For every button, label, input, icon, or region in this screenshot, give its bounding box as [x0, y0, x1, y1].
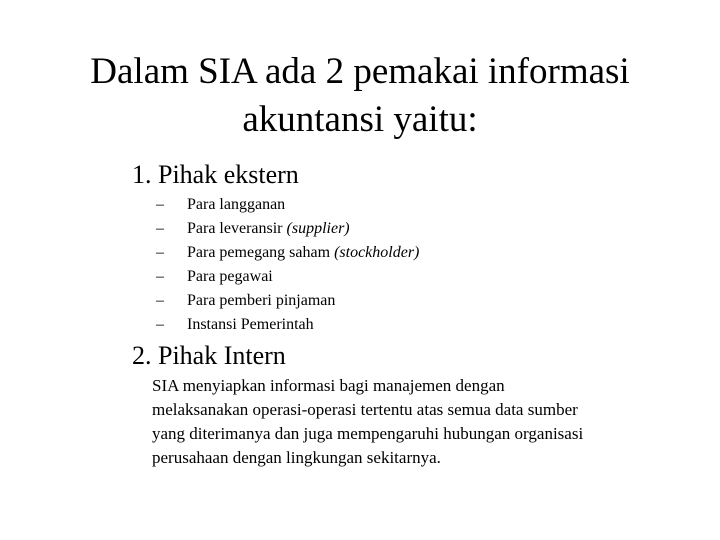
section-heading-intern: 2. Pihak Intern [132, 341, 286, 370]
list-item-text: Para pemegang saham [187, 244, 335, 261]
list-item-note: (supplier) [286, 220, 350, 237]
dash-bullet: – [156, 220, 164, 237]
paragraph-line: perusahaan dengan lingkungan sekitarnya. [152, 448, 441, 467]
section-heading-ekstern: 1. Pihak ekstern [132, 160, 299, 189]
list-item-text: Instansi Pemerintah [187, 316, 314, 333]
slide-title-line-1: Dalam SIA ada 2 pemakai informasi [90, 51, 630, 92]
dash-bullet: – [156, 292, 164, 309]
list-item-text: Para pemberi pinjaman [187, 292, 336, 309]
paragraph-line: SIA menyiapkan informasi bagi manajemen dengan [152, 376, 505, 395]
dash-bullet: – [156, 268, 164, 285]
list-item [156, 193, 419, 217]
slide-title-line-2: akuntansi yaitu: [242, 99, 478, 140]
dash-bullet: – [156, 316, 164, 333]
slide-title [0, 48, 720, 144]
paragraph-line: yang diterimanya dan juga mempengaruhi hubungan organisasi [152, 424, 584, 443]
list-item [156, 289, 419, 313]
list-item [156, 265, 419, 289]
intern-description [152, 374, 672, 470]
list-item-note: (stockholder) [334, 244, 420, 261]
list-item [156, 313, 419, 337]
list-item-text: Para langganan [187, 196, 286, 213]
ekstern-user-list [156, 193, 419, 337]
dash-bullet: – [156, 244, 164, 261]
list-item [156, 217, 419, 241]
list-item [156, 241, 419, 265]
list-item-text: Para pegawai [187, 268, 273, 285]
dash-bullet: – [156, 196, 164, 213]
list-item-text: Para leveransir [187, 220, 287, 237]
paragraph-line: melaksanakan operasi-operasi tertentu atas semua data sumber [152, 400, 578, 419]
